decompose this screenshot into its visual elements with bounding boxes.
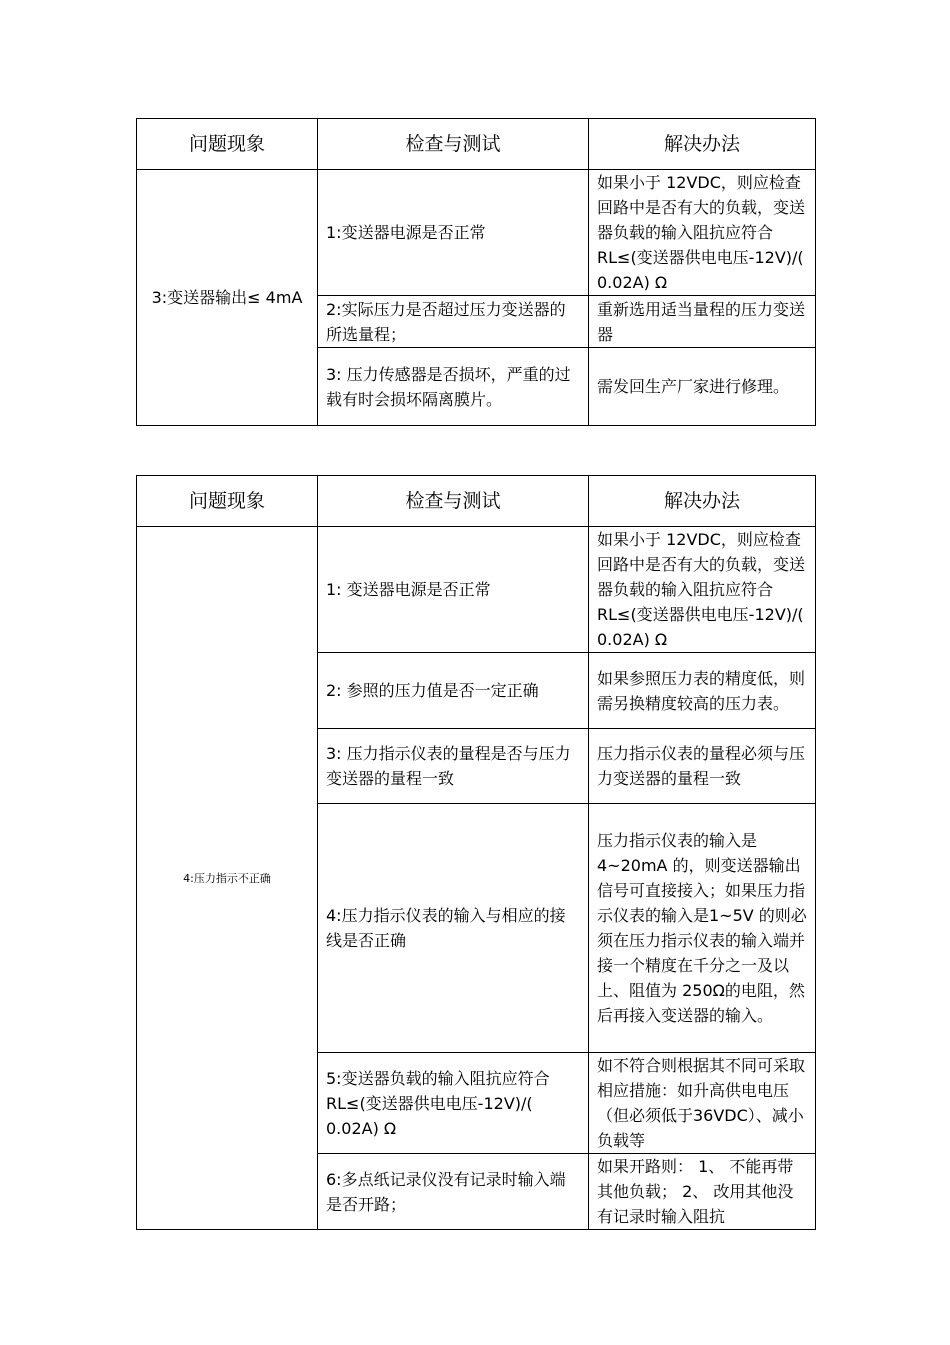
- table-row: [137, 170, 816, 296]
- check-cell: 3: 压力指示仪表的量程是否与压力变送器的量程一致: [318, 729, 589, 804]
- solution-cell: 压力指示仪表的输入是4~20mA 的，则变送器输出信号可直接接入；如果压力指示仪表的输入是1~5V 的则必须在压力指示仪表的输入端并接一个精度在千分之一及以上、阻值为 250Ω的电阻，然后再接入变送器的输入。: [589, 804, 816, 1053]
- solution-cell: 重新选用适当量程的压力变送器: [589, 296, 816, 348]
- solution-cell: 如不符合则根据其不同可采取相应措施：如升高供电电压（但必须低于36VDC）、减小负载等: [589, 1053, 816, 1154]
- header-solution: 解决办法: [589, 119, 816, 170]
- header-solution: 解决办法: [589, 476, 816, 527]
- header-check: 检查与测试: [318, 119, 589, 170]
- check-cell: 5:变送器负载的输入阻抗应符合 RL≤(变送器供电电压-12V)/( 0.02A) Ω: [318, 1053, 589, 1154]
- check-cell: 1: 变送器电源是否正常: [318, 527, 589, 653]
- symptom-cell: 3:变送器输出≤ 4mA: [137, 170, 318, 426]
- header-symptom: 问题现象: [137, 119, 318, 170]
- solution-cell: 如果开路则： 1、 不能再带其他负载； 2、 改用其他没有记录时输入阻抗: [589, 1154, 816, 1230]
- symptom-cell: 4:压力指示不正确: [137, 527, 318, 1230]
- header-check: 检查与测试: [318, 476, 589, 527]
- header-symptom: 问题现象: [137, 476, 318, 527]
- check-cell: 2: 参照的压力值是否一定正确: [318, 653, 589, 729]
- solution-cell: 如果小于 12VDC，则应检查回路中是否有大的负载，变送器负载的输入阻抗应符合 RL≤(变送器供电电压-12V)/( 0.02A) Ω: [589, 170, 816, 296]
- solution-cell: 如果参照压力表的精度低，则需另换精度较高的压力表。: [589, 653, 816, 729]
- troubleshooting-table-1: [136, 118, 816, 426]
- solution-cell: 需发回生产厂家进行修理。: [589, 348, 816, 426]
- table-row: [137, 527, 816, 653]
- check-cell: 3: 压力传感器是否损坏，严重的过载有时会损坏隔离膜片。: [318, 348, 589, 426]
- troubleshooting-table-2: [136, 475, 816, 1230]
- check-cell: 2:实际压力是否超过压力变送器的所选量程；: [318, 296, 589, 348]
- solution-cell: 压力指示仪表的量程必须与压力变送器的量程一致: [589, 729, 816, 804]
- solution-cell: 如果小于 12VDC，则应检查回路中是否有大的负载，变送器负载的输入阻抗应符合 RL≤(变送器供电电压-12V)/( 0.02A) Ω: [589, 527, 816, 653]
- table-header-row: [137, 119, 816, 170]
- check-cell: 4:压力指示仪表的输入与相应的接线是否正确: [318, 804, 589, 1053]
- check-cell: 6:多点纸记录仪没有记录时输入端是否开路；: [318, 1154, 589, 1230]
- check-cell: 1:变送器电源是否正常: [318, 170, 589, 296]
- table-header-row: [137, 476, 816, 527]
